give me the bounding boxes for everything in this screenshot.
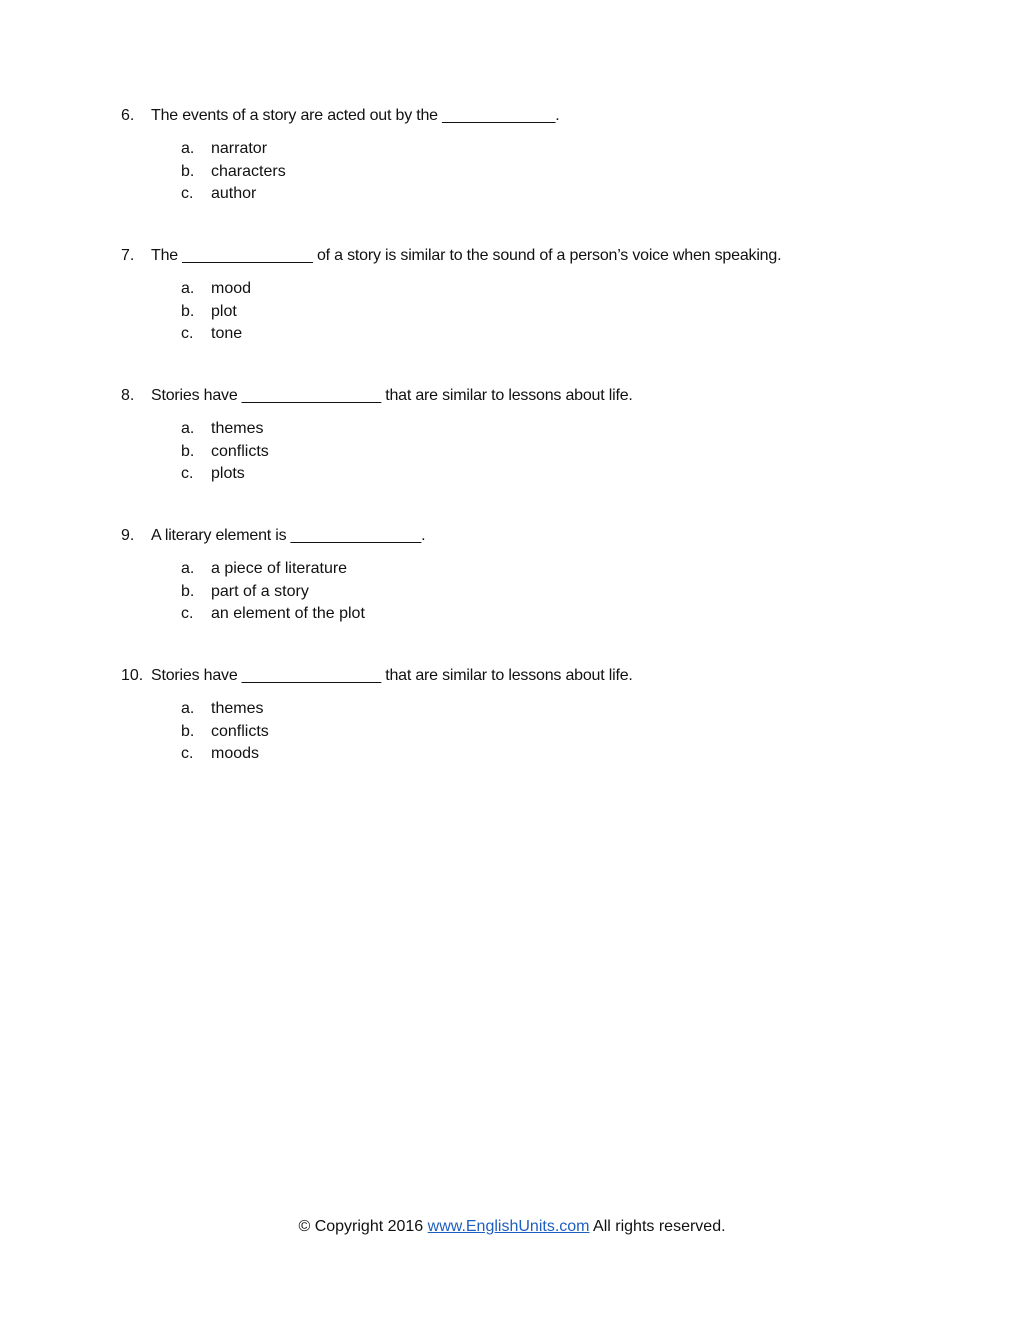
answer-options	[121, 698, 921, 766]
rights-text: All rights reserved.	[593, 1218, 726, 1235]
option-text: conflicts	[211, 442, 269, 460]
option-text: themes	[211, 420, 264, 437]
answer-option	[121, 581, 921, 604]
option-text: plot	[211, 302, 237, 320]
option-letter: a.	[181, 700, 195, 717]
answer-option	[121, 558, 921, 581]
question-text: The _______________ of a story is similar to the sound of a person’s voice when speaking.	[151, 247, 782, 264]
question-8	[121, 386, 921, 486]
option-text: narrator	[211, 140, 268, 157]
option-text: conflicts	[211, 722, 269, 740]
answer-option	[121, 323, 921, 346]
option-letter: b.	[181, 582, 195, 600]
option-letter: b.	[181, 162, 195, 180]
copyright-text: © Copyright 2016	[298, 1218, 424, 1235]
option-letter: b.	[181, 722, 195, 740]
option-letter: c.	[181, 185, 194, 202]
option-letter: b.	[181, 442, 195, 460]
answer-option	[121, 603, 921, 626]
answer-option	[121, 161, 921, 184]
answer-option	[121, 278, 921, 301]
option-text: themes	[211, 700, 264, 717]
option-letter: a.	[181, 140, 195, 157]
question-number: 6.	[121, 107, 135, 124]
option-letter: a.	[181, 280, 195, 297]
answer-option	[121, 463, 921, 486]
question-text: Stories have ________________ that are similar to lessons about life.	[151, 387, 633, 404]
answer-options	[121, 278, 921, 346]
answer-option	[121, 301, 921, 324]
answer-options	[121, 418, 921, 486]
question-7	[121, 246, 921, 346]
option-text: tone	[211, 325, 243, 342]
option-text: characters	[211, 162, 286, 180]
option-letter: c.	[181, 745, 194, 762]
answer-option	[121, 743, 921, 766]
question-10	[121, 666, 921, 766]
option-text: author	[211, 185, 257, 202]
answer-option	[121, 138, 921, 161]
question-number: 10.	[121, 667, 144, 684]
answer-option	[121, 441, 921, 464]
option-text: a piece of literature	[211, 560, 348, 577]
answer-options	[121, 138, 921, 206]
question-number: 8.	[121, 387, 135, 404]
question-6	[121, 106, 921, 206]
answer-option	[121, 698, 921, 721]
question-9	[121, 526, 921, 626]
option-letter: b.	[181, 302, 195, 320]
question-text: Stories have ________________ that are similar to lessons about life.	[151, 667, 633, 684]
option-text: an element of the plot	[211, 605, 365, 622]
copyright-footer	[0, 1217, 1024, 1237]
option-text: mood	[211, 280, 252, 297]
option-text: part of a story	[211, 582, 309, 600]
question-number: 9.	[121, 527, 135, 544]
option-letter: c.	[181, 325, 194, 342]
answer-options	[121, 558, 921, 626]
option-text: plots	[211, 465, 245, 482]
answer-option	[121, 721, 921, 744]
answer-option	[121, 183, 921, 206]
option-letter: c.	[181, 605, 194, 622]
answer-option	[121, 418, 921, 441]
option-letter: a.	[181, 420, 195, 437]
question-text: The events of a story are acted out by the _____________.	[151, 107, 560, 124]
question-number: 7.	[121, 247, 135, 264]
option-text: moods	[211, 745, 260, 762]
option-letter: c.	[181, 465, 194, 482]
question-text: A literary element is _______________.	[151, 527, 426, 544]
website-link[interactable]: www.EnglishUnits.com	[427, 1218, 590, 1235]
option-letter: a.	[181, 560, 195, 577]
